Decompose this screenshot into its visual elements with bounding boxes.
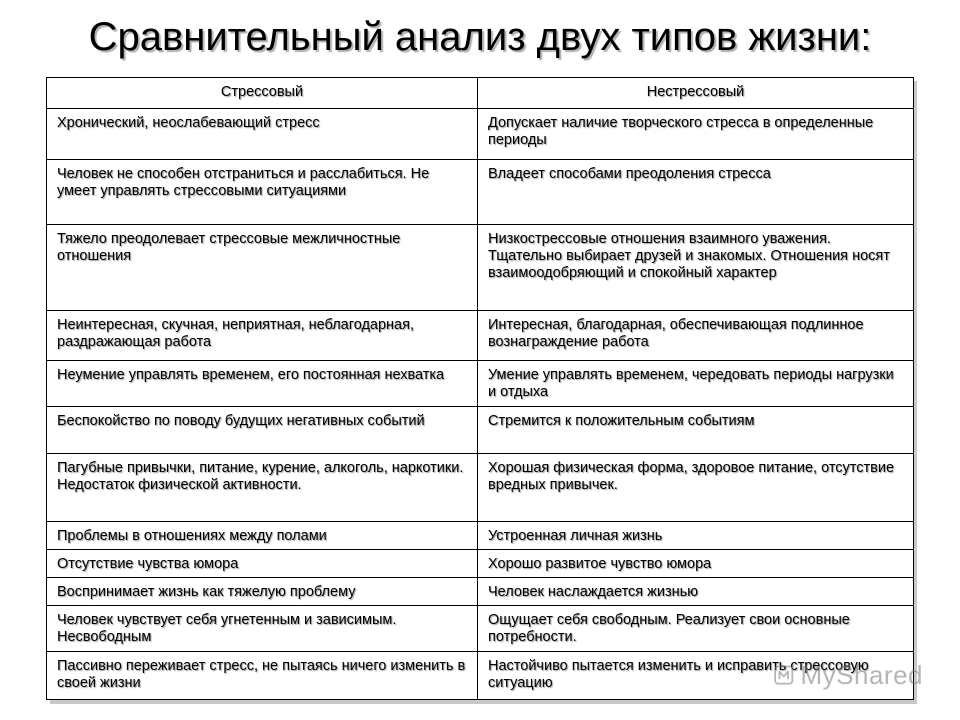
table-header	[47, 78, 914, 109]
table-row	[47, 407, 914, 454]
cell-stressful: Человек чувствует себя угнетенным и зависимым. Несвободным	[47, 606, 478, 652]
cell-stressful: Пассивно переживает стресс, не пытаясь ничего изменить в своей жизни	[47, 652, 478, 700]
header-stressful: Стрессовый	[47, 78, 478, 109]
cell-nonstressful: Человек наслаждается жизнью	[478, 578, 914, 606]
table-row	[47, 522, 914, 550]
cell-nonstressful: Низкострессовые отношения взаимного уважения. Тщательно выбирает друзей и знакомых. Отношения носят взаимоодобряющий и спокойный характер	[478, 225, 914, 311]
cell-nonstressful: Стремится к положительным событиям	[478, 407, 914, 454]
table-row	[47, 361, 914, 407]
table-row	[47, 652, 914, 700]
cell-nonstressful: Ощущает себя свободным. Реализует свои основные потребности.	[478, 606, 914, 652]
comparison-table	[46, 77, 914, 700]
cell-stressful: Человек не способен отстраниться и расслабиться. Не умеет управлять стрессовыми ситуациями	[47, 160, 478, 225]
cell-stressful: Проблемы в отношениях между полами	[47, 522, 478, 550]
cell-nonstressful: Хорошо развитое чувство юмора	[478, 550, 914, 578]
cell-stressful: Неумение управлять временем, его постоянная нехватка	[47, 361, 478, 407]
table-body	[47, 109, 914, 700]
table-row	[47, 311, 914, 361]
watermark-text: MyShared	[800, 659, 923, 690]
table-row	[47, 225, 914, 311]
cell-stressful: Хронический, неослабевающий стресс	[47, 109, 478, 160]
table-row	[47, 454, 914, 522]
table-row	[47, 109, 914, 160]
header-nonstressful: Нестрессовый	[478, 78, 914, 109]
table-row	[47, 578, 914, 606]
cell-stressful: Неинтересная, скучная, неприятная, неблагодарная, раздражающая работа	[47, 311, 478, 361]
slide-title: Сравнительный анализ двух типов жизни:	[88, 15, 872, 59]
cell-nonstressful: Устроенная личная жизнь	[478, 522, 914, 550]
cell-nonstressful: Интересная, благодарная, обеспечивающая подлинное вознаграждение работа	[478, 311, 914, 361]
cell-nonstressful: Владеет способами преодоления стресса	[478, 160, 914, 225]
cell-stressful: Беспокойство по поводу будущих негативных событий	[47, 407, 478, 454]
cell-nonstressful: Хорошая физическая форма, здоровое питание, отсутствие вредных привычек.	[478, 454, 914, 522]
header-row	[47, 78, 914, 109]
cell-stressful: Пагубные привычки, питание, курение, алкоголь, наркотики. Недостаток физической активности.	[47, 454, 478, 522]
cell-nonstressful: Допускает наличие творческого стресса в определенные периоды	[478, 109, 914, 160]
cell-nonstressful: Умение управлять временем, чередовать периоды нагрузки и отдыха	[478, 361, 914, 407]
cell-stressful: Тяжело преодолевает стрессовые межличностные отношения	[47, 225, 478, 311]
table-row	[47, 160, 914, 225]
table-row	[47, 550, 914, 578]
cell-nonstressful: Настойчиво пытается изменить и исправить стрессовую ситуацию	[478, 652, 914, 700]
cell-stressful: Воспринимает жизнь как тяжелую проблему	[47, 578, 478, 606]
table-row	[47, 606, 914, 652]
cell-stressful: Отсутствие чувства юмора	[47, 550, 478, 578]
comparison-table-container	[46, 77, 913, 700]
